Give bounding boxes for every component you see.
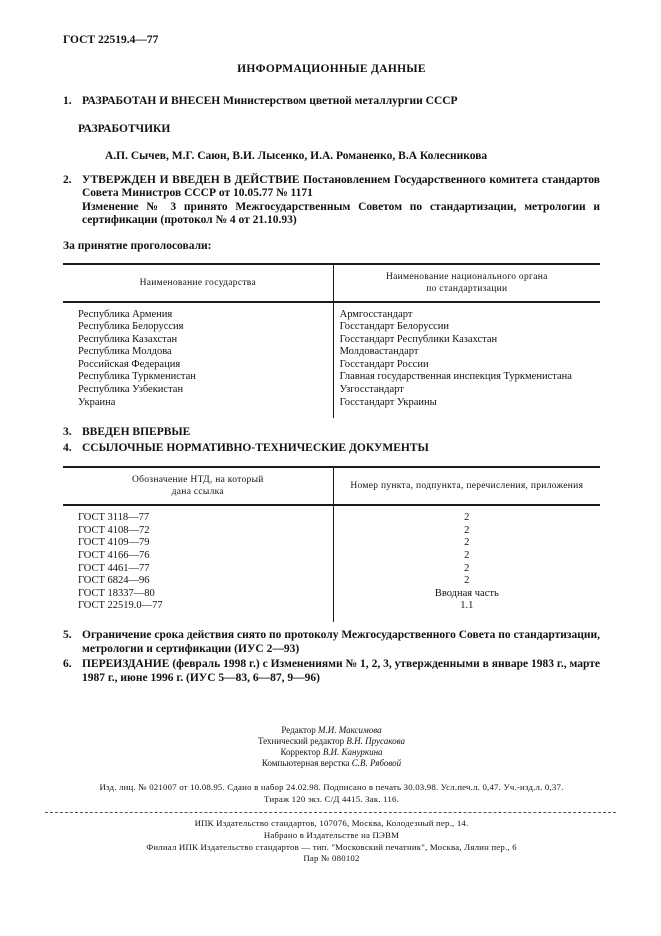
table-row xyxy=(63,525,600,538)
column-header-ntd: Обозначение НТД, на который дана ссылка xyxy=(63,467,333,505)
ref-cell: 2 xyxy=(464,524,470,536)
ntd-cell: ГОСТ 3118—77 xyxy=(63,505,333,525)
section-item-6 xyxy=(63,658,600,685)
developers-heading: РАЗРАБОТЧИКИ xyxy=(78,122,171,135)
table-header-row xyxy=(63,264,600,302)
item-number: 1. xyxy=(63,95,72,107)
item-text: ССЫЛОЧНЫЕ НОРМАТИВНО-ТЕХНИЧЕСКИЕ ДОКУМЕНТЫ xyxy=(82,441,429,454)
references-table xyxy=(63,466,600,622)
ref-cell: 2 xyxy=(464,537,470,549)
ref-cell: 1.1 xyxy=(460,600,474,612)
table-row xyxy=(63,371,600,384)
credit-line-corrector: Корректор В.И. Кануркина xyxy=(280,747,383,757)
publisher-line-4: Пар № 080102 xyxy=(303,853,360,864)
body-cell: Главная государственная инспекция Туркменистана xyxy=(339,371,572,383)
table-row xyxy=(63,563,600,576)
table-row xyxy=(63,505,600,525)
ref-cell: 2 xyxy=(464,575,470,587)
body-cell: Госстандарт России xyxy=(339,358,429,370)
country-cell: Республика Казахстан xyxy=(63,334,333,347)
country-cell: Республика Узбекистан xyxy=(63,384,333,397)
table-row xyxy=(63,575,600,588)
table-header-row xyxy=(63,467,600,505)
section-item-5 xyxy=(63,629,600,656)
table-row xyxy=(63,359,600,372)
publisher-line-3: Филиал ИПК Издательство стандартов — тип. "Московский печатник", Москва, Лялин пер., 6 xyxy=(146,841,517,852)
body-cell: Госстандарт Белоруссии xyxy=(339,321,450,333)
credit-line-tech-editor: Технический редактор В.Н. Прусакова xyxy=(257,736,406,746)
item-number: 6. xyxy=(63,658,72,670)
item-text: Ограничение срока действия снято по протоколу Межгосударственного Совета по стандартизации, метрологии и сертификации (ИУС 2—93) xyxy=(82,629,600,655)
country-cell: Российская Федерация xyxy=(63,359,333,372)
vote-table xyxy=(63,263,600,419)
vote-caption: За принятие проголосовали: xyxy=(63,239,212,252)
page-title: ИНФОРМАЦИОННЫЕ ДАННЫЕ xyxy=(237,63,426,75)
item-text: ПЕРЕИЗДАНИЕ (февраль 1998 г.) с Изменениями № 1, 2, 3, утвержденными в январе 1983 г., марте 1987 г., июне 1996 г. (ИУС 5—83, 6—87, 9—96) xyxy=(82,658,600,684)
publisher-line-2: Набрано в Издательстве на ПЭВМ xyxy=(263,829,400,840)
table-row xyxy=(63,302,600,322)
country-cell: Республика Туркменистан xyxy=(63,371,333,384)
body-cell: Молдовастандарт xyxy=(339,346,419,358)
table-row xyxy=(63,321,600,334)
section-item-2 xyxy=(63,174,600,228)
imprint-line-2: Тираж 120 экз. С/Д 4415. Зак. 116. xyxy=(264,793,399,804)
country-cell: Республика Армения xyxy=(63,302,333,322)
column-header-ref: Номер пункта, подпункта, перечисления, приложения xyxy=(333,467,600,505)
publisher-line-1: ИПК Издательство стандартов, 107076, Москва, Колодезный пер., 14. xyxy=(194,818,469,828)
ntd-cell: ГОСТ 4108—72 xyxy=(63,525,333,538)
body-cell: Армгосстандарт xyxy=(339,308,413,320)
credit-line-editor: Редактор М.И. Максимова xyxy=(281,725,382,735)
country-cell: Республика Молдова xyxy=(63,346,333,359)
ntd-cell: ГОСТ 18337—80 xyxy=(63,588,333,601)
item-number: 4. xyxy=(63,441,72,454)
ntd-cell: ГОСТ 6824—96 xyxy=(63,575,333,588)
table-row xyxy=(63,550,600,563)
ntd-cell: ГОСТ 4109—79 xyxy=(63,537,333,550)
column-header-body: Наименование национального органа по стандартизации xyxy=(333,264,600,302)
body-cell: Госстандарт Украины xyxy=(339,396,437,408)
ntd-cell: ГОСТ 4461—77 xyxy=(63,563,333,576)
ref-cell: 2 xyxy=(464,562,470,574)
item-number: 2. xyxy=(63,173,72,186)
dashed-divider xyxy=(45,812,616,813)
publisher-block xyxy=(63,818,600,865)
item-text: ВВЕДЕН ВПЕРВЫЕ xyxy=(82,426,191,439)
developers-names: А.П. Сычев, М.Г. Саюн, В.И. Лысенко, И.А. Романенко, В.А Колесникова xyxy=(105,149,488,162)
item-number: 5. xyxy=(63,629,72,641)
doc-number: ГОСТ 22519.4—77 xyxy=(63,34,159,46)
section-item-4 xyxy=(63,442,600,456)
country-cell: Украина xyxy=(63,397,333,419)
item-paragraph: УТВЕРЖДЕН И ВВЕДЕН В ДЕЙСТВИЕ Постановлением Государственного комитета стандартов Совета Министров СССР от 10.05.77 № 1171 xyxy=(82,173,600,199)
table-row xyxy=(63,588,600,601)
table-row xyxy=(63,384,600,397)
column-header-country: Наименование государства xyxy=(63,264,333,302)
imprint-block xyxy=(63,782,600,805)
item-text: РАЗРАБОТАН И ВНЕСЕН Министерством цветной металлургии СССР xyxy=(82,95,458,107)
imprint-line-1: Изд. лиц. № 021007 от 10.08.95. Сдано в набор 24.02.98. Подписано в печать 30.03.98. Усл.печ.л. 0,47. Уч.-изд.л. 0,37. xyxy=(99,782,564,792)
table-row xyxy=(63,537,600,550)
ref-cell: Вводная часть xyxy=(434,587,499,599)
table-row xyxy=(63,397,600,419)
item-number: 3. xyxy=(63,426,72,439)
ref-cell: 2 xyxy=(464,550,470,562)
table-row xyxy=(63,600,600,622)
country-cell: Республика Белоруссия xyxy=(63,321,333,334)
table-row xyxy=(63,346,600,359)
table-row xyxy=(63,334,600,347)
section-item-3 xyxy=(63,426,600,440)
ntd-cell: ГОСТ 22519.0—77 xyxy=(63,600,333,622)
item-paragraph: Изменение № 3 принято Межгосударственным Советом по стандартизации, метрологии и сертификации (протокол № 4 от 21.10.93) xyxy=(82,200,600,226)
ref-cell: 2 xyxy=(464,512,470,524)
section-item-1 xyxy=(63,95,600,109)
body-cell: Госстандарт Республики Казахстан xyxy=(339,333,498,345)
body-cell: Узгосстандарт xyxy=(339,384,404,396)
ntd-cell: ГОСТ 4166—76 xyxy=(63,550,333,563)
credits-block xyxy=(63,725,600,769)
credit-line-layout: Компьютерная верстка С.В. Рябовой xyxy=(261,758,402,768)
